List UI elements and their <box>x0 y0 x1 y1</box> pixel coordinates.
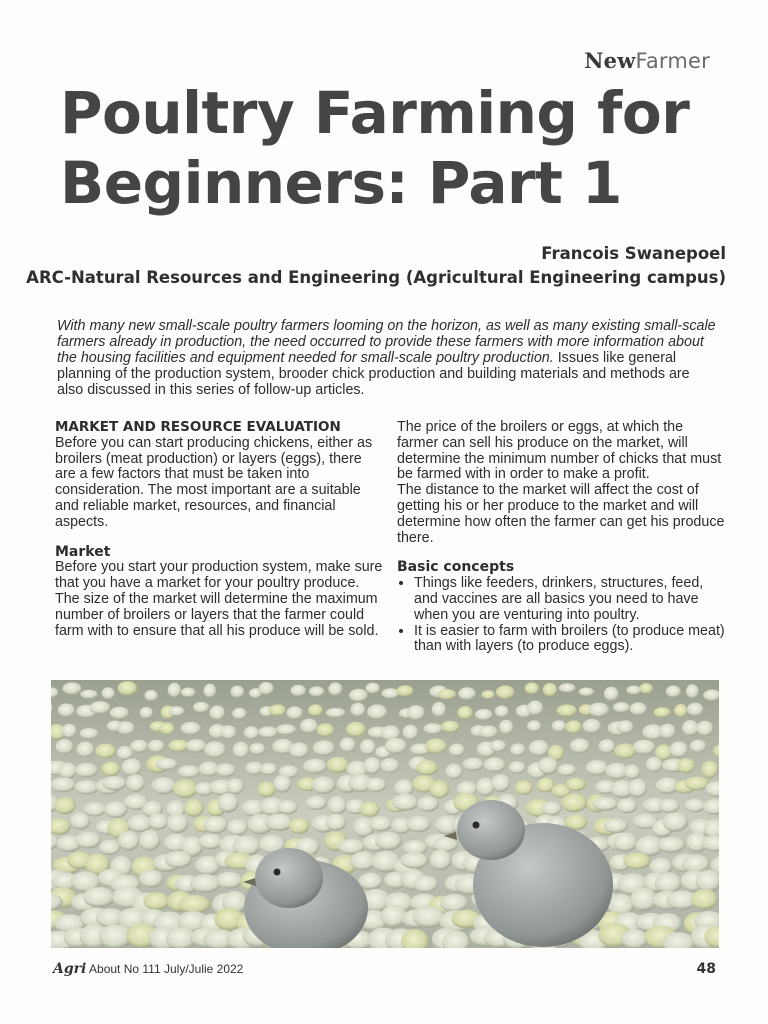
flock-chick <box>75 832 101 849</box>
section-heading-market-evaluation: MARKET AND RESOURCE EVALUATION <box>55 419 341 435</box>
flock-chick <box>122 759 142 777</box>
flock-chick <box>218 793 239 813</box>
flock-chick <box>359 873 383 890</box>
flock-chick <box>51 777 76 792</box>
flock-chick <box>510 743 525 756</box>
flock-chick <box>599 739 616 753</box>
flock-chick <box>233 742 250 759</box>
flock-chick <box>586 760 609 775</box>
flock-chick <box>300 719 318 734</box>
flock-chick <box>258 726 278 738</box>
flock-chick <box>367 704 387 719</box>
flock-chick <box>529 740 550 756</box>
flock-chick <box>203 816 228 833</box>
flock-chick <box>313 740 335 756</box>
flock-chick <box>139 830 160 851</box>
flock-chick <box>349 689 368 702</box>
subheading-basic-concepts: Basic concepts <box>397 559 515 576</box>
flock-chick <box>490 740 506 752</box>
intro-regular: Issues like general planning of the production system, brooder chick production and building materials and methods are also discussed in this series of follow-up articles. <box>57 350 690 398</box>
flock-chick <box>657 837 685 853</box>
flock-chick <box>375 832 402 851</box>
flock-chick <box>685 799 706 813</box>
flock-chick <box>430 850 452 871</box>
flock-chick <box>110 707 129 720</box>
flock-chick <box>75 763 99 777</box>
flock-chick <box>670 741 688 757</box>
flock-chick <box>77 742 95 758</box>
flock-chick <box>579 687 594 696</box>
article-title: Poultry Farming for Beginners: Part 1 <box>60 79 690 217</box>
flock-chick <box>326 814 347 831</box>
brand-farmer: Farmer <box>635 49 710 73</box>
flock-chick <box>226 778 244 794</box>
flock-chick <box>364 757 381 774</box>
flock-chick <box>479 725 498 738</box>
left-paragraph-2: Before you start your production system, make sure that you have a market for your poultry produce. The size of the market will determine the maximum number of broilers or layers that the farmer could farm with to ensure that all his produce will be sold. <box>55 559 383 639</box>
flock-chick <box>273 775 291 793</box>
flock-chick <box>570 738 590 753</box>
flock-chick <box>445 764 462 780</box>
flock-chick <box>392 794 419 811</box>
flock-chick <box>475 709 493 721</box>
flock-chick <box>259 682 274 695</box>
flock-chick <box>269 704 286 716</box>
flock-chick <box>186 739 206 752</box>
flock-chick <box>588 703 609 717</box>
flock-chick <box>515 781 533 795</box>
flock-chick <box>463 758 484 771</box>
flock-chick <box>527 720 541 731</box>
subheading-market: Market <box>55 543 111 560</box>
flock-chick <box>84 802 107 816</box>
right-paragraph-1: The price of the broilers or eggs, at which the farmer can sell his produce on the market, will determine the minimum number of chicks that must be farmed with in order to make a profit. <box>397 419 722 483</box>
flock-chick <box>151 777 176 794</box>
flock-chick <box>491 774 510 792</box>
flock-chick <box>102 762 121 777</box>
flock-chick <box>139 870 163 888</box>
flock-chick <box>496 685 515 699</box>
flock-chick <box>75 780 99 794</box>
flock-chick <box>181 688 196 698</box>
flock-chick <box>366 683 381 694</box>
flock-chick <box>425 739 447 754</box>
flock-chick <box>430 780 450 798</box>
page-number: 48 <box>696 961 716 977</box>
flock-chick <box>160 722 175 734</box>
flock-chick <box>169 706 185 716</box>
flock-chick <box>250 743 266 755</box>
flock-chick <box>702 761 719 778</box>
flock-chick <box>80 690 97 699</box>
flock-chick <box>193 702 209 713</box>
flock-chick <box>552 720 566 732</box>
flock-chick <box>538 757 558 774</box>
flock-chick <box>90 701 111 714</box>
flock-chick <box>306 796 327 810</box>
flock-chick <box>691 889 718 910</box>
left-column <box>55 420 385 639</box>
flock-chick <box>666 686 681 698</box>
flock-chick <box>385 738 407 754</box>
flock-chick <box>340 738 356 753</box>
flock-chick <box>424 723 443 734</box>
flock-chick <box>613 833 637 852</box>
flock-chick <box>690 740 707 753</box>
flock-chick <box>604 687 619 701</box>
footer-magazine-name: Agri <box>53 961 87 977</box>
flock-chick <box>291 685 307 697</box>
flock-chick <box>210 705 226 720</box>
flock-chick <box>148 813 168 830</box>
flock-chick <box>458 687 476 700</box>
flock-chick <box>178 765 201 778</box>
flock-chick <box>614 743 636 758</box>
intro-paragraph <box>57 318 717 398</box>
left-paragraph-1: Before you can start producing chickens, either as broilers (meat production) or layers (eggs), there are a few factors that must be taken into consideration. The most important are a suitable and reliable market, resources, and financial aspects. <box>55 434 373 530</box>
flock-chick <box>630 702 647 715</box>
flock-chick <box>117 721 135 735</box>
brand-new: New <box>584 48 636 73</box>
flock-chick <box>495 706 509 718</box>
flock-chick <box>167 813 189 833</box>
flock-chick <box>309 686 325 696</box>
flock-chick <box>400 852 429 868</box>
flock-chick <box>244 726 259 739</box>
flock-chick <box>143 892 169 910</box>
author-name: Francois Swanepoel <box>541 244 726 263</box>
flock-chick <box>326 708 346 718</box>
flock-chick <box>684 777 709 791</box>
flock-chick <box>180 722 201 735</box>
flock-chick <box>317 723 335 737</box>
flock-chick <box>155 758 178 770</box>
flock-chick <box>204 684 217 698</box>
flock-chick <box>230 686 244 698</box>
flock-chick <box>165 851 193 868</box>
flock-chick <box>639 683 653 694</box>
flock-chick <box>289 818 309 834</box>
flock-chick <box>509 761 526 774</box>
flock-chick <box>216 763 236 776</box>
flock-chick <box>557 764 576 776</box>
flock-chick <box>289 742 309 758</box>
flock-chick <box>173 780 198 799</box>
flock-chick <box>312 776 336 794</box>
flock-chick <box>327 757 349 773</box>
flock-chick <box>617 799 638 814</box>
flock-chick <box>557 705 577 717</box>
flock-chick <box>542 802 562 816</box>
flock-chick <box>440 894 468 912</box>
flock-chick <box>99 840 120 855</box>
flock-chick <box>674 704 687 717</box>
flock-chick <box>328 796 347 815</box>
flock-chick <box>308 704 323 716</box>
flock-chick <box>559 683 576 692</box>
flock-chick <box>184 799 204 817</box>
flock-chick <box>633 740 656 755</box>
list-item: • Things like feeders, drinkers, structures, feed, and vaccines are all basics you need to have when you are venturing into poultry. <box>414 576 727 623</box>
flock-chick <box>168 740 189 752</box>
flock-chick <box>697 721 714 736</box>
footer-issue: About No 111 July/Julie 2022 <box>89 962 244 976</box>
flock-chick <box>258 782 276 798</box>
flock-chick <box>561 794 587 813</box>
flock-chick <box>276 724 296 735</box>
flock-chick <box>63 682 82 694</box>
flock-chick <box>416 760 438 775</box>
flock-chick <box>677 758 695 773</box>
author-organization: ARC-Natural Resources and Engineering (Agricultural Engineering campus) <box>26 268 726 287</box>
flock-chick <box>265 814 293 831</box>
flock-chick <box>168 683 181 698</box>
flock-chick <box>628 779 647 798</box>
flock-chick <box>623 853 651 869</box>
flock-chick <box>659 724 676 739</box>
flock-chick <box>407 705 425 720</box>
flock-chick <box>190 874 221 893</box>
flock-chick <box>449 744 465 757</box>
flock-chick <box>216 872 243 889</box>
flock-chick <box>204 741 226 758</box>
flock-chick <box>130 740 148 753</box>
flock-chick <box>179 895 211 914</box>
chicks-photo <box>51 680 719 948</box>
flock-chick <box>604 819 628 834</box>
flock-chick <box>482 690 495 699</box>
flock-chick <box>118 831 139 851</box>
flock-chick <box>382 688 400 698</box>
flock-chick <box>360 739 376 755</box>
flock-chick <box>655 872 682 893</box>
flock-chick <box>565 720 581 733</box>
flock-chick <box>148 740 165 753</box>
flock-chick <box>380 758 399 773</box>
flock-chick <box>457 706 472 719</box>
flock-chick <box>227 819 248 836</box>
flock-chick <box>286 706 303 719</box>
flock-chick <box>397 685 414 696</box>
flock-chick <box>417 796 439 811</box>
flock-chick <box>232 708 247 720</box>
flock-chick <box>144 690 158 701</box>
flock-chick <box>95 744 116 759</box>
flock-chick <box>527 701 543 716</box>
chicks-photo-illustration <box>51 680 719 948</box>
flock-chick <box>365 778 387 792</box>
list-item: • It is easier to farm with broilers (to produce meat) than with layers (to produce eggs). <box>414 624 727 656</box>
flock-chick <box>566 778 586 791</box>
flock-chick <box>621 929 648 948</box>
flock-chick <box>277 800 298 814</box>
footer-magazine-info <box>53 961 243 977</box>
flock-chick <box>624 765 641 780</box>
flock-chick <box>617 720 634 733</box>
flock-chick <box>613 702 630 713</box>
right-paragraph-2: The distance to the market will affect the cost of getting his or her produce to the market and will determine how often the farmer can get his produce there. <box>397 482 725 546</box>
flock-chick <box>54 797 76 814</box>
flock-chick <box>525 683 539 695</box>
flock-chick <box>407 816 431 832</box>
flock-chick <box>350 703 365 717</box>
flock-chick <box>220 725 236 739</box>
flock-chick <box>102 687 115 699</box>
flock-chick <box>682 720 699 736</box>
flock-chick <box>80 728 99 739</box>
flock-chick <box>543 683 557 697</box>
flock-chick <box>62 724 77 738</box>
flock-chick <box>441 721 459 733</box>
magazine-section-logo <box>584 48 710 74</box>
flock-chick <box>260 763 278 775</box>
flock-chick <box>70 813 90 830</box>
flock-chick <box>687 703 704 717</box>
flock-chick <box>686 684 699 698</box>
flock-chick <box>369 816 392 831</box>
flock-chick <box>646 757 663 772</box>
intro-italic: With many new small-scale poultry farmers looming on the horizon, as well as many existing small-scale farmers already in production, the need occurred to provide these farmers with more information about the housing facilities and equipment needed for small-scale poultry production. <box>57 318 716 366</box>
right-column <box>397 420 727 655</box>
flock-chick <box>328 682 342 695</box>
flock-chick <box>484 757 506 772</box>
flock-chick <box>499 720 513 735</box>
flock-chick <box>102 776 127 790</box>
flock-chick <box>83 887 115 907</box>
flock-chick <box>359 802 379 817</box>
flock-chick <box>413 876 438 893</box>
basic-concepts-list <box>397 576 727 655</box>
flock-chick <box>583 719 602 734</box>
flock-chick <box>437 689 456 699</box>
flock-chick <box>432 702 446 717</box>
flock-chick <box>140 707 154 719</box>
flock-chick <box>626 686 641 695</box>
flock-chick <box>346 722 366 737</box>
flock-chick <box>663 812 688 831</box>
flock-chick <box>58 763 77 779</box>
flock-chick <box>403 725 419 740</box>
flock-chick <box>592 797 618 811</box>
flock-chick <box>56 739 74 754</box>
flock-chick <box>303 759 327 774</box>
flock-chick <box>118 681 138 696</box>
flock-chick <box>58 703 75 717</box>
flock-chick <box>654 707 671 717</box>
flock-chick <box>199 834 223 850</box>
flock-chick <box>126 774 145 791</box>
flock-chick <box>659 799 680 813</box>
